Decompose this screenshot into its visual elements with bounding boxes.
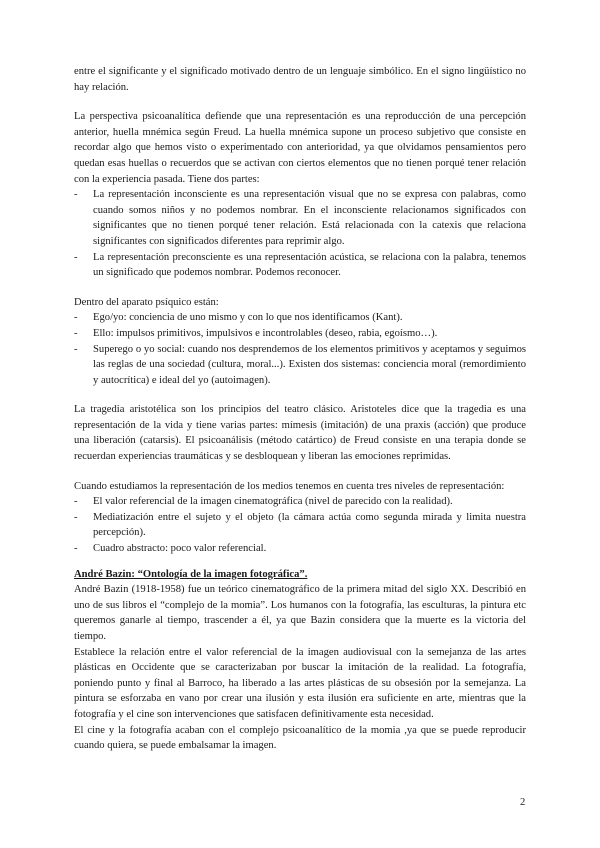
list-item: - La representación preconsciente es una representación acústica, se relaciona con la palabra, tenemos un significado que podemos nombrar. Podemos reconocer. bbox=[74, 250, 526, 281]
list-item: - Cuadro abstracto: poco valor referencial. bbox=[74, 541, 526, 557]
paragraph-psychoanalytic: La perspectiva psicoanalítica defiende que una representación es una reproducción de una percepción anterior, huella mnémica según Freud. La huella mnémica supone un proceso subjetivo que consiste en recordar algo que hemos visto o experimentado con anterioridad, ya que olvidamos pensamientos pero quedan esas huellas o recuerdos que se activan con ciertos elementos que no tienen porqué tener relación con la experiencia pasada. Tiene dos partes: bbox=[74, 111, 526, 185]
paragraph-continuation: entre el significante y el significado motivado dentro de un lenguaje simbólico. En el signo lingüístico no hay relación. bbox=[74, 66, 526, 93]
list-representation-levels bbox=[74, 494, 526, 556]
page-number: 2 bbox=[520, 797, 526, 808]
paragraph-tragedy: La tragedia aristotélica son los principios del teatro clásico. Aristoteles dice que la tragedia es una representación de la vida y tiene varias partes: mímesis (imitación) de una praxis (acción) que produce una liberación (catarsis). El psicoanálisis (método catártico) de Freud consiste en una terapia donde se recuerdan experiencias traumáticas y se desbloquean y liberan las emociones reprimidas. bbox=[74, 404, 526, 463]
paragraph-referential-value: Establece la relación entre el valor referencial de la imagen audiovisual con la semejanza de las artes plásticas en Occidente que se caracterizaban por buscar la imitación de la realidad. La fotografía, poniendo punto y final al Barroco, ha liberado a las artes plásticas de su obsesión por la semejanza. La pintura se esforzaba en vano por crear una ilusión y esta ilusión era suficiente en arte, mientras que la fotografía y el cine son intervenciones que satisfacen definitivamente esta necesidad. bbox=[74, 646, 526, 720]
paragraph-representation-levels: Cuando estudiamos la representación de los medios tenemos en cuenta tres niveles de representación: bbox=[74, 480, 505, 492]
list-psychic-apparatus bbox=[74, 310, 526, 388]
list-item: - Superego o yo social: cuando nos desprendemos de los elementos primitivos y aceptamos y seguimos las reglas de una sociedad (cultura, moral...). Existen dos sistemas: conciencia moral (remordimiento y autocrítica) e ideal del yo (autoimagen). bbox=[74, 342, 526, 389]
list-item: - La representación inconsciente es una representación visual que no se expresa con palabras, como cuando somos niños y no podemos nombrar. En el inconsciente relacionamos significados con significantes que no tienen porqué tener relación. Está relacionada con la catexis que relaciona significantes con significados diferentes para reprimir algo. bbox=[74, 187, 526, 249]
paragraph-bazin: André Bazin (1918-1958) fue un teórico cinematográfico de la primera mitad del siglo XX. Describió en uno de sus libros el “complejo de la momia”. Los humanos con la fotografía, las esculturas, la pintura etc queremos ganarle al tiempo, trascender a él, ya que Bazin considera que la muerte es la victoria del tiempo. bbox=[74, 584, 526, 642]
section-heading: André Bazin: “Ontología de la imagen fotográfica”. bbox=[74, 568, 308, 580]
list-representation-parts bbox=[74, 187, 526, 281]
paragraph-mummy-complex: El cine y la fotografía acaban con el complejo psicoanalítico de la momia ,ya que se puede reproducir cuando quiera, se puede embalsamar la imagen. bbox=[74, 724, 526, 752]
list-item: - Mediatización entre el sujeto y el objeto (la cámara actúa como segunda mirada y limita nuestra percepción). bbox=[74, 510, 526, 541]
paragraph-psychic-apparatus: Dentro del aparato psíquico están: bbox=[74, 296, 219, 308]
list-item: - Ello: impulsos primitivos, impulsivos e incontrolables (deseo, rabia, egoísmo…). bbox=[74, 326, 526, 342]
document-body bbox=[74, 64, 526, 754]
list-item: - El valor referencial de la imagen cinematográfica (nivel de parecido con la realidad). bbox=[74, 494, 526, 510]
list-item: - Ego/yo: conciencia de uno mismo y con lo que nos identificamos (Kant). bbox=[74, 310, 526, 326]
